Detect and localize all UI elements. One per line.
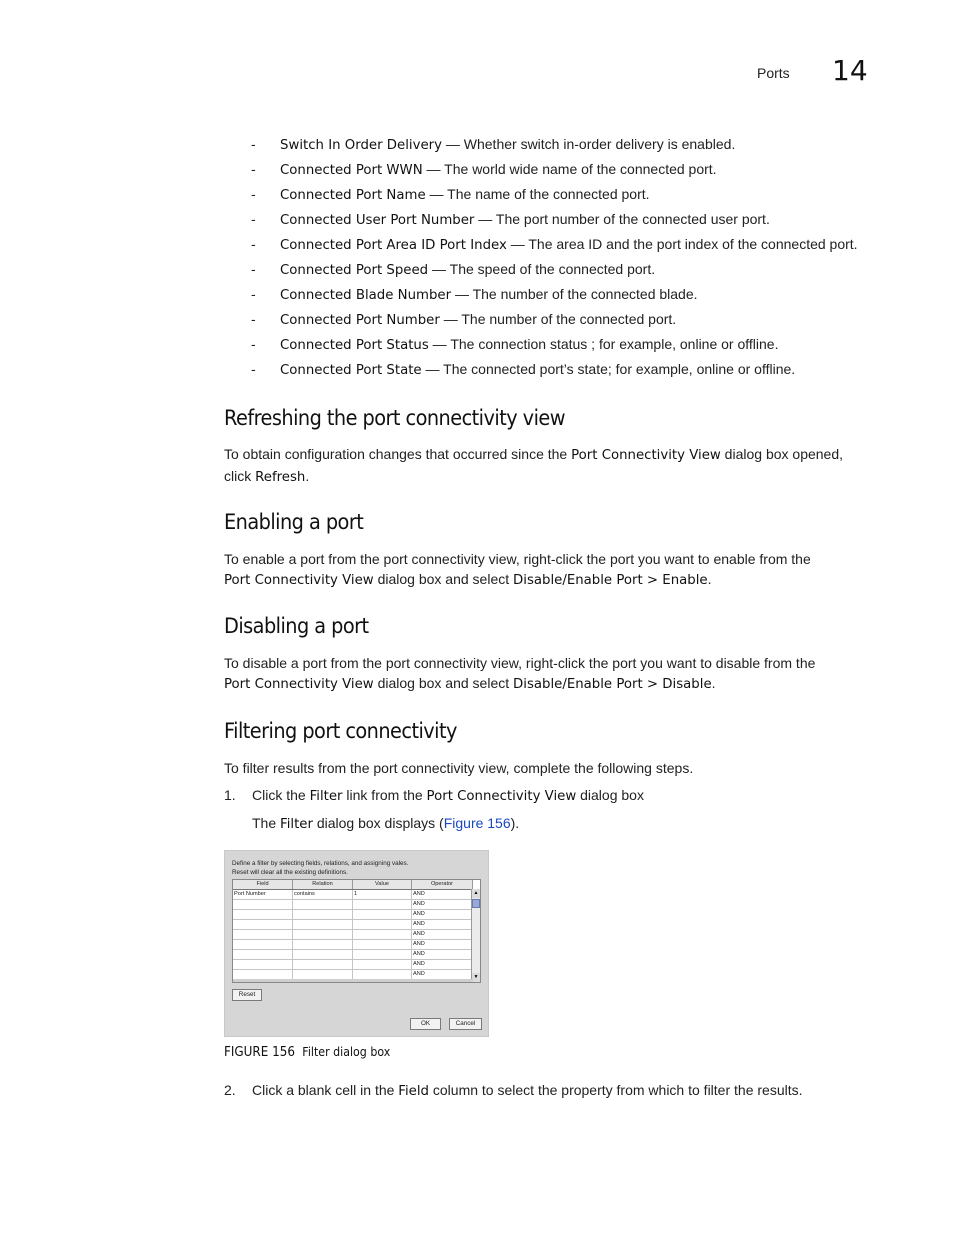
reset-button[interactable]: Reset (232, 989, 262, 1001)
step-1-result: The Filter dialog box displays (Figure 156). (252, 815, 520, 832)
list-item: - Connected Port Speed — The speed of the connected port. (251, 261, 656, 278)
ok-button[interactable]: OK (410, 1018, 441, 1030)
table-row[interactable]: AND (233, 950, 473, 960)
paragraph-filtering-intro: To filter results from the port connectivity view, complete the following steps. (224, 760, 694, 776)
step-number: 1. (224, 787, 236, 803)
paragraph-refreshing: To obtain configuration changes that occurred since the Port Connectivity View dialog box opened, click Refresh. (224, 446, 844, 485)
horizontal-scrollbar[interactable] (233, 979, 473, 982)
list-item: - Connected Port Number — The number of the connected port. (251, 311, 677, 328)
table-row[interactable]: Port Number contains 1 AND (233, 890, 473, 900)
column-header-value[interactable]: Value (353, 880, 412, 889)
column-header-relation[interactable]: Relation (293, 880, 353, 889)
list-item: - Connected Port WWN — The world wide name of the connected port. (251, 161, 717, 178)
list-item: - Switch In Order Delivery — Whether switch in-order delivery is enabled. (251, 136, 736, 153)
list-item: - Connected Port State — The connected port’s state; for example, online or offline. (251, 361, 796, 378)
step-2-text: Click a blank cell in the Field column to select the property from which to filter the results. (252, 1082, 803, 1099)
figure-label: FIGURE 156 (224, 1045, 295, 1060)
column-header-operator[interactable]: Operator (412, 880, 473, 889)
heading-filtering: Filtering port connectivity (224, 719, 457, 743)
figure-caption (224, 1045, 390, 1060)
table-row[interactable]: AND (233, 970, 473, 980)
list-item: - Connected Port Status — The connection status ; for example, online or offline. (251, 336, 779, 353)
table-row[interactable]: AND (233, 930, 473, 940)
paragraph-enabling: To enable a port from the port connectivity view, right-click the port you want to enable from the Port Connectivity View dialog box and select Disable/Enable Port > Enable. (224, 551, 811, 588)
figure-156-link[interactable]: Figure 156 (443, 815, 511, 831)
scroll-up-icon[interactable]: ▲ (473, 890, 479, 896)
dialog-instructions: Define a filter by selecting fields, relations, and assigning vales. Reset will clear all the existing definitions. (232, 860, 409, 876)
heading-disabling: Disabling a port (224, 614, 369, 638)
paragraph-disabling: To disable a port from the port connectivity view, right-click the port you want to disable from the Port Connectivity View dialog box and select Disable/Enable Port > Disable. (224, 655, 816, 692)
table-row[interactable]: AND (233, 920, 473, 930)
table-row[interactable]: AND (233, 910, 473, 920)
running-header-section: Ports (757, 65, 790, 81)
step-number: 2. (224, 1082, 236, 1098)
list-item: - Connected Port Area ID Port Index — The area ID and the port index of the connected port. (251, 236, 858, 253)
table-header (233, 880, 473, 890)
table-row[interactable]: AND (233, 900, 473, 910)
chapter-number: 14 (832, 54, 868, 87)
vertical-scrollbar[interactable] (471, 889, 480, 982)
list-item: - Connected Port Name — The name of the connected port. (251, 186, 650, 203)
heading-refreshing: Refreshing the port connectivity view (224, 406, 565, 430)
scroll-down-icon[interactable]: ▼ (473, 974, 479, 980)
list-item: - Connected User Port Number — The port number of the connected user port. (251, 211, 770, 228)
table-row[interactable]: AND (233, 940, 473, 950)
column-header-field[interactable]: Field (233, 880, 293, 889)
table-row[interactable]: AND (233, 960, 473, 970)
figure-title: Filter dialog box (302, 1045, 391, 1059)
filter-dialog (224, 850, 489, 1037)
scroll-thumb[interactable] (472, 899, 480, 908)
filter-table (232, 879, 481, 983)
heading-enabling: Enabling a port (224, 510, 364, 534)
list-item: - Connected Blade Number — The number of the connected blade. (251, 286, 698, 303)
cancel-button[interactable]: Cancel (449, 1018, 482, 1030)
step-1-text: Click the Filter link from the Port Connectivity View dialog box (252, 787, 644, 804)
